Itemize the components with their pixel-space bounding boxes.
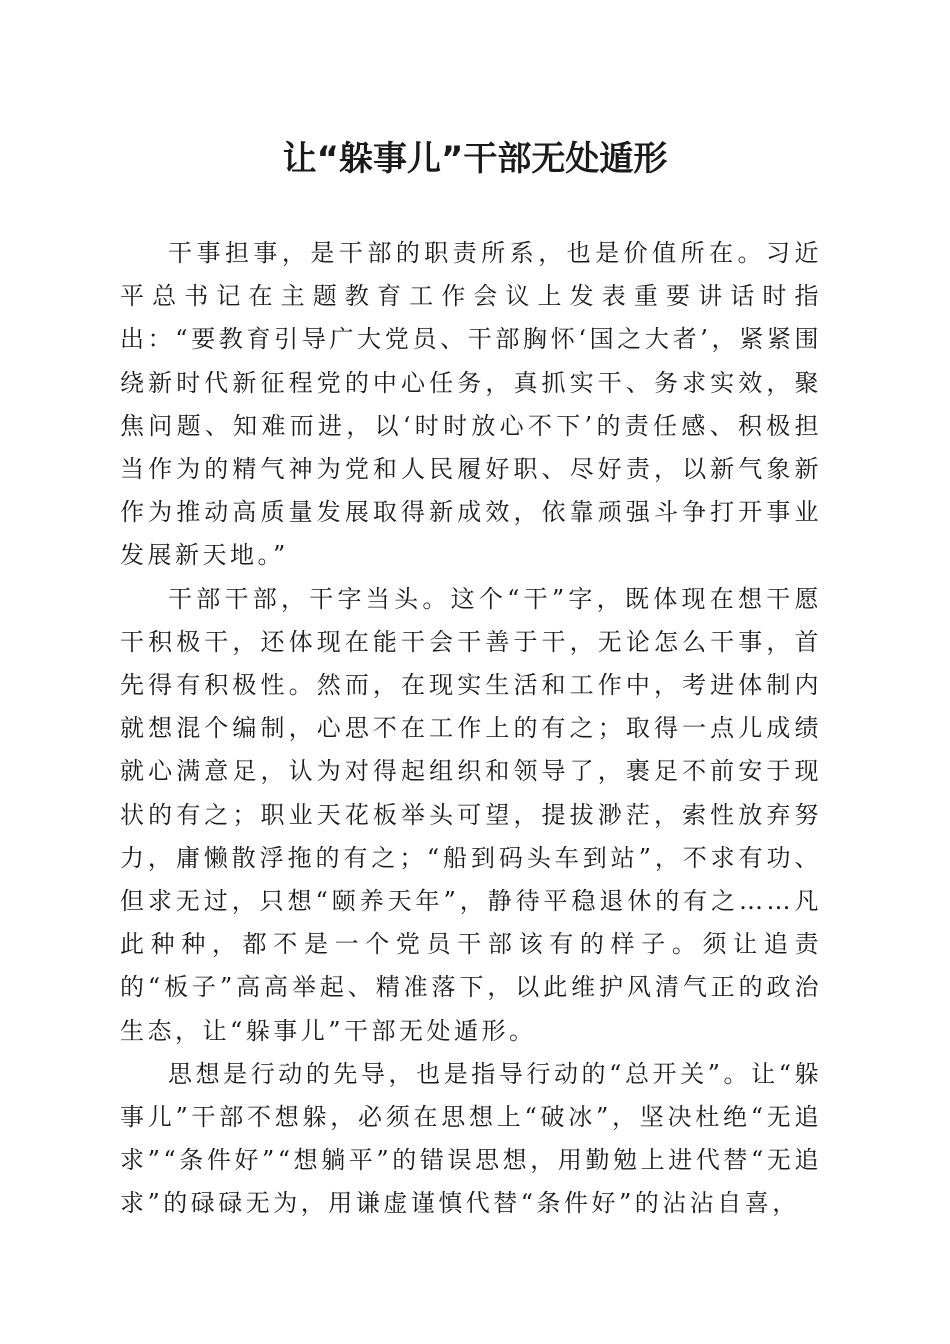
paragraph-3: 思想是行动的先导，也是指导行动的“总开关”。让“躲事儿”干部不想躲，必须在思想上“破冰”，坚决杜绝“无追求”“条件好”“想躺平”的错误思想，用勤勉上进代替“无追求”的碌碌无为，用谦虚谨慎代替“条件好”的沾沾自喜，	[120, 1059, 822, 1218]
paragraph-2: 干部干部，干字当头。这个“干”字，既体现在想干愿干积极干，还体现在能干会干善于干，无论怎么干事，首先得有积极性。然而，在现实生活和工作中，考进体制内就想混个编制，心思不在工作上的有之；取得一点儿成绩就心满意足，认为对得起组织和领导了，裹足不前安于现状的有之；职业天花板举头可望，提拔渺茫，索性放弃努力，庸懒散浮拖的有之；“船到码头车到站”，不求有功、但求无过，只想“颐养天年”，静待平稳退休的有之……凡此种种，都不是一个党员干部该有的样子。须让追责的“板子”高高举起、精准落下，以此维护风清气正的政治生态，让“躲事儿”干部无处遁形。	[120, 584, 822, 1045]
document-body	[120, 232, 822, 1226]
document-title: 让“躲事儿”干部无处遁形	[282, 139, 668, 179]
paragraph-1: 干事担事，是干部的职责所系，也是价值所在。习近平总书记在主题教育工作会议上发表重要讲话时指出：“要教育引导广大党员、干部胸怀‘国之大者’，紧紧围绕新时代新征程党的中心任务，真抓实干、务求实效，聚焦问题、知难而进，以‘时时放心不下’的责任感、积极担当作为的精气神为党和人民履好职、尽好责，以新气象新作为推动高质量发展取得新成效，依靠顽强斗争打开事业发展新天地。”	[120, 239, 822, 570]
